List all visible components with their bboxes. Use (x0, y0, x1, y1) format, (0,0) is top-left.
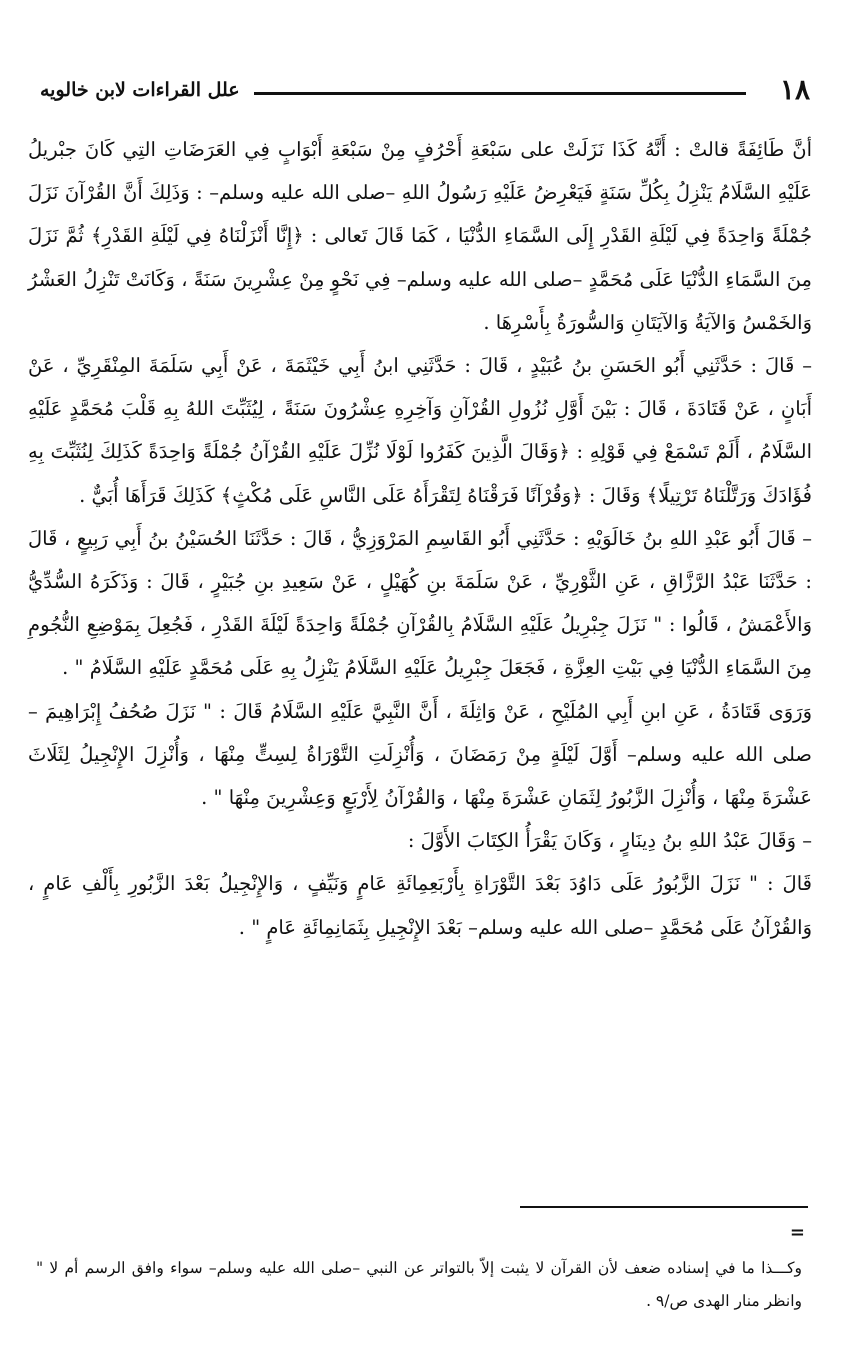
page-number: ١٨ (779, 73, 810, 106)
paragraph: وَرَوَى قَتَادَةُ ، عَنِ ابنِ أَبِي المُلَيْحِ ، عَنْ وَاثِلَةَ ، أَنَّ النَّبِيَّ عَلَيْهِ السَّلَامُ قَالَ : " نَزَلَ صُحُفُ إِبْرَاهِيمَ –صلى الله عليه وسلم– أَوَّلَ لَيْلَةٍ مِنْ رَمَضَانَ ، وَأُنْزِلَتِ التَّوْرَاةُ لِسِتٍّ مِنْهَا ، وَأُنْزِلَ الإِنْجِيلُ لِثَلَاثَ عَشْرَةَ مِنْهَا ، وَأُنْزِلَ الزَّبُورُ لِثَمَانِ عَشْرَةَ مِنْهَا ، وَالقُرْآنُ لِأَرْبَعٍ وَعِشْرِينَ مِنْهَا " . (28, 699, 812, 810)
footnote-marker: = (789, 1222, 805, 1243)
footnote (36, 1252, 802, 1318)
running-title: علل القراءات لابن خالويه (40, 78, 240, 101)
paragraph: – وَقَالَ عَبْدُ اللهِ بنُ دِينَارٍ ، وَكَانَ يَقْرَأُ الكِتَابَ الأَوَّلَ : (407, 829, 812, 853)
main-text (28, 128, 812, 949)
page-header (40, 70, 810, 110)
paragraph: – قَالَ : حَدَّثَنِي أَبُو الحَسَنِ بنُ عُبَيْدٍ ، قَالَ : حَدَّثَنِي ابنُ أَبِي خَيْثَمَةَ ، عَنْ أَبِي سَلَمَةَ المِنْقَرِيِّ ، عَنْ أَبَانٍ ، عَنْ قَتَادَةَ ، قَالَ : بَيْنَ أَوَّلِ نُزُولِ القُرْآنِ وَآخِرِهِ عِشْرُونَ سَنَةً ، لِيُثَبِّتَ اللهُ بِهِ قَلْبَ مُحَمَّدٍ عَلَيْهِ السَّلَامُ ، أَلَمْ تَسْمَعْ فِي قَوْلِهِ : ﴿وَقَالَ الَّذِينَ كَفَرُوا لَوْلَا نُزِّلَ عَلَيْهِ القُرْآنُ جُمْلَةً وَاحِدَةً كَذَلِكَ لِنُثَبِّتَ بِهِ فُؤَادَكَ وَرَتَّلْنَاهُ تَرْتِيلًا﴾ وَقَالَ : ﴿وَقُرْآنًا فَرَقْنَاهُ لِتَقْرَأَهُ عَلَى النَّاسِ عَلَى مُكْثٍ﴾ كَذَلِكَ قَرَأَهَا أُبَيٌّ . (28, 354, 812, 507)
paragraph: – قَالَ أَبُو عَبْدِ اللهِ بنُ خَالَوَيْهِ : حَدَّثَنِي أَبُو القَاسِمِ المَرْوَزِيُّ ، قَالَ : حَدَّثَنَا الحُسَيْنُ بنُ أَبِي رَبِيعٍ ، قَالَ : حَدَّثَنَا عَبْدُ الرَّزَّاقِ ، عَنِ الثَّوْرِيِّ ، عَنْ سَلَمَةَ بنِ كُهَيْلٍ ، عَنْ سَعِيدِ بنِ جُبَيْرٍ ، قَالَ : وَذَكَرَهُ السُّدِّيُّ وَالأَعْمَشُ ، قَالُوا : " نَزَلَ جِبْرِيلُ عَلَيْهِ السَّلَامُ بِالقُرْآنِ جُمْلَةً وَاحِدَةً لَيْلَةَ القَدْرِ ، فَجُعِلَ بِمَوْضِعِ النُّجُومِ مِنَ السَّمَاءِ الدُّنْيَا فِي بَيْتِ العِزَّةِ ، فَجَعَلَ جِبْرِيلُ عَلَيْهِ السَّلَامُ يَنْزِلُ بِهِ عَلَى مُحَمَّدٍ عَلَيْهِ السَّلَامُ " . (28, 526, 812, 680)
footnote-text: وكـــذا ما في إسناده ضعف لأن القرآن لا يثبت إلاّ بالتواتر عن النبي –صلى الله عليه وسلم– سواء وافق الرسم أم لا " وانظر منار الهدى ص/٩ . (36, 1259, 802, 1310)
paragraph: أنَّ طَائِفَةً قالتْ : أَنَّهُ كَذَا نَزَلَتْ على سَبْعَةِ أَحْرُفٍ مِنْ سَبْعَةِ أَبْوَابٍ فِي العَرَضَاتِ التِي كَانَ جبْريلُ عَلَيْهِ السَّلَامُ يَنْزِلُ بِكُلِّ سَنَةٍ فَيَعْرِضُ عَلَيْهِ رَسُولُ اللهِ –صلى الله عليه وسلم– : وَذَلِكَ أَنَّ القُرْآنَ نَزَلَ جُمْلَةً وَاحِدَةً فِي لَيْلَةِ القَدْرِ إِلَى السَّمَاءِ الدُّنْيَا ، كَمَا قَالَ تَعالى : ﴿إِنَّا أَنْزَلْنَاهُ فِي لَيْلَةِ القَدْرِ﴾ ثُمَّ نَزَلَ مِنَ السَّمَاءِ الدُّنْيَا عَلَى مُحَمَّدٍ –صلى الله عليه وسلم– فِي نَحْوٍ مِنْ عِشْرِينَ سَنَةً ، وَكَانَتْ تَنْزِلُ العَشْرُ وَالخَمْسُ وَالآيَةُ وَالآيَتَانِ وَالسُّورَةُ بِأَسْرِهَا . (28, 138, 812, 334)
header-rule (254, 92, 746, 95)
footnote-divider (520, 1206, 808, 1208)
paragraph: قَالَ : " نَزَلَ الزَّبُورُ عَلَى دَاوُدَ بَعْدَ التَّوْرَاةِ بِأَرْبَعِمِائَةِ عَامٍ وَنَيِّفٍ ، وَالإِنْجِيلُ بَعْدَ الزَّبُورِ بِأَلْفِ عَامٍ ، وَالقُرْآنُ عَلَى مُحَمَّدٍ –صلى الله عليه وسلم– بَعْدَ الإِنْجِيلِ بِثَمَانِمِائَةِ عَامٍ " . (28, 872, 812, 939)
